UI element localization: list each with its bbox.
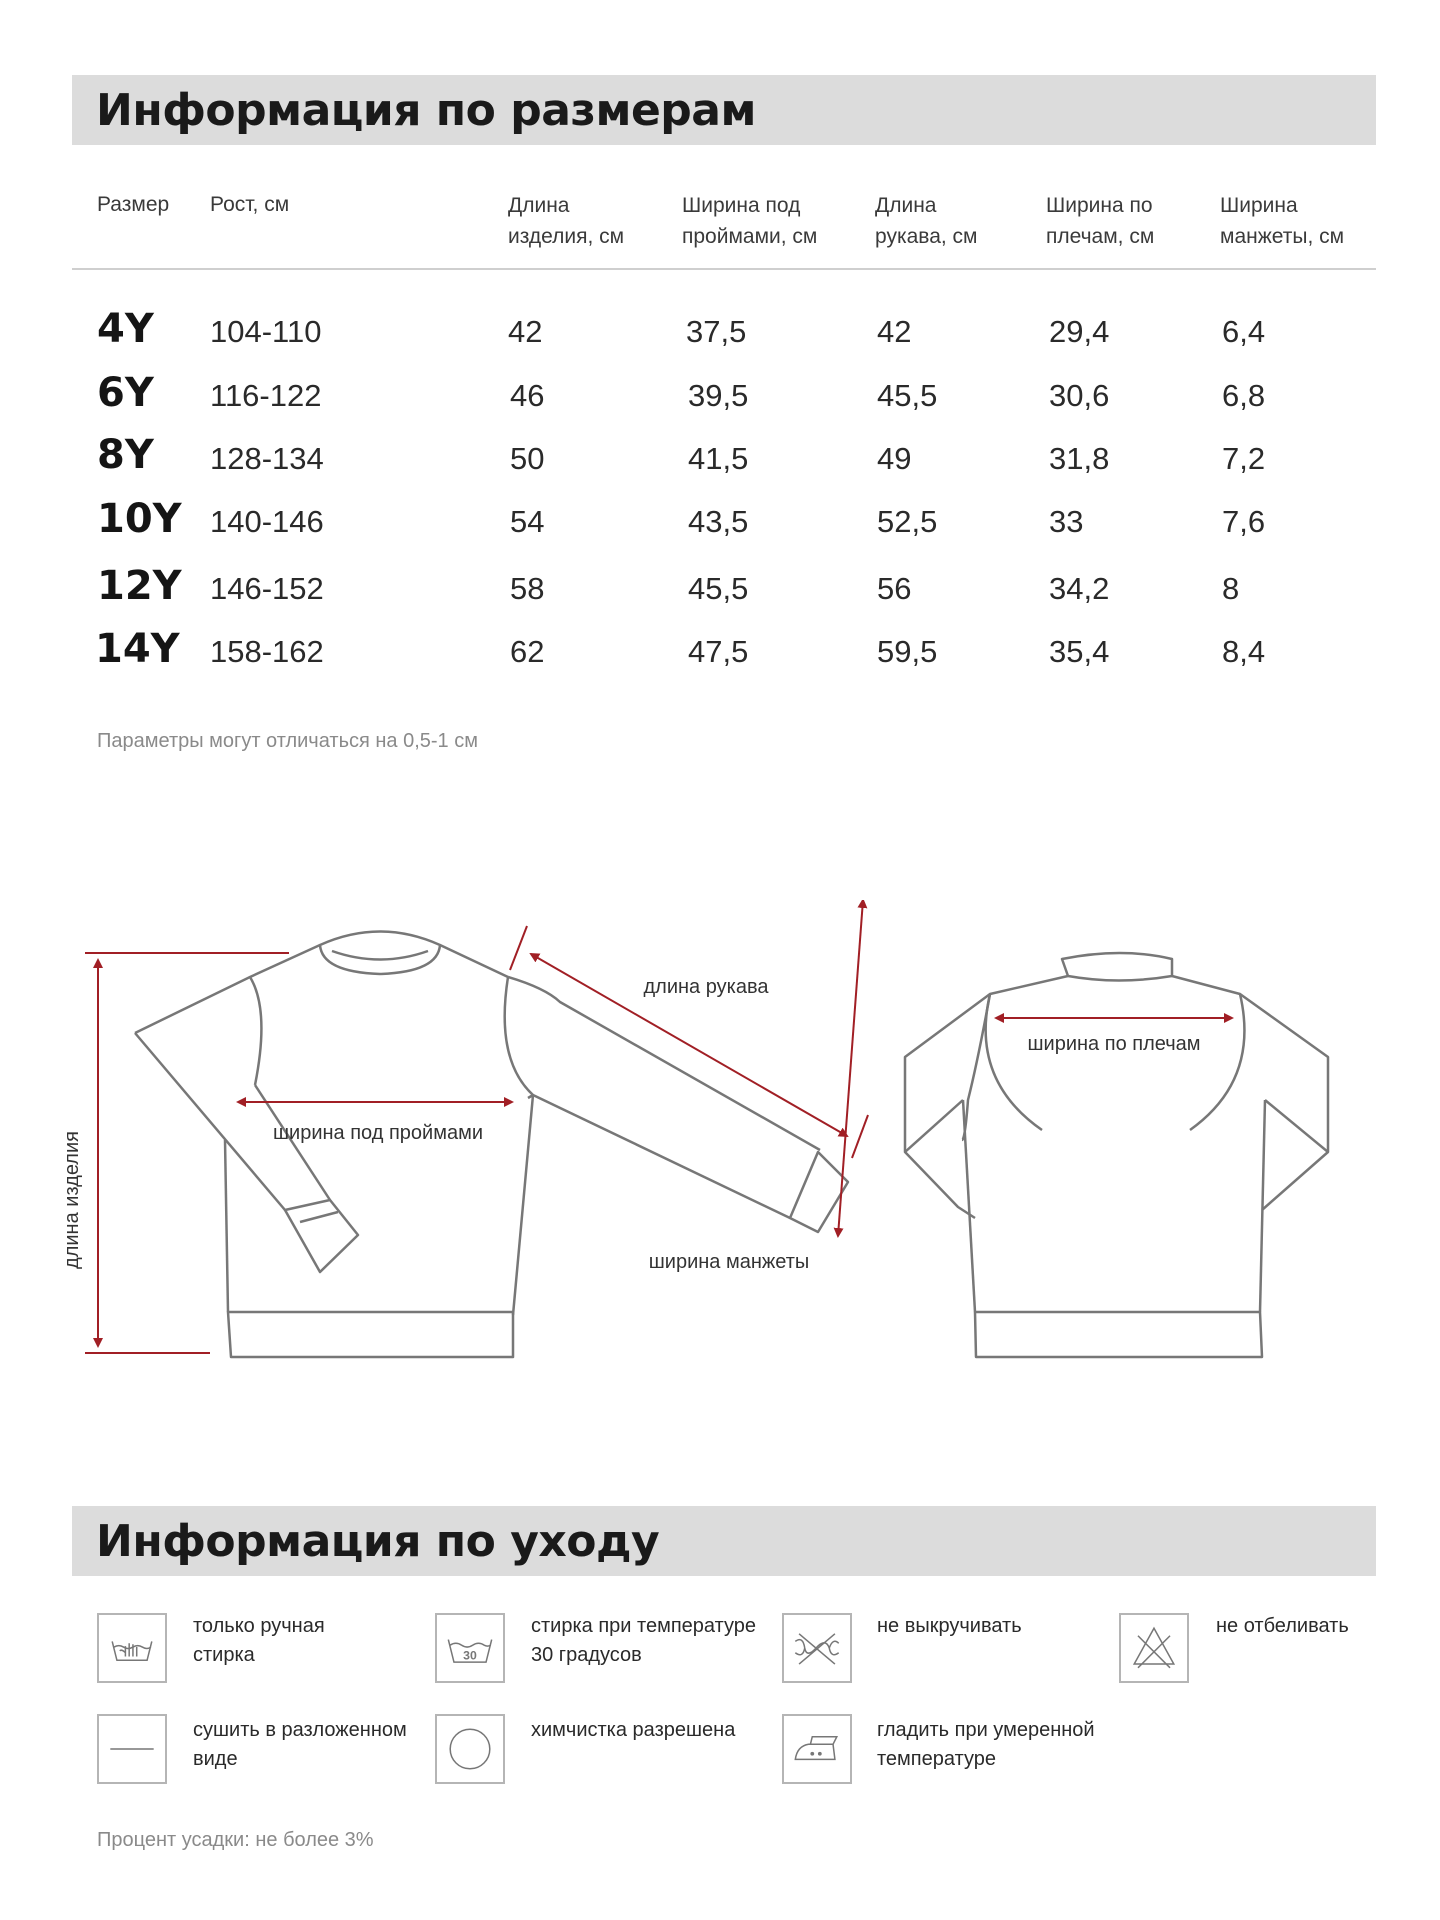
row-sleeve-length: 42	[877, 314, 912, 349]
row-cuff-width: 8,4	[1222, 634, 1266, 669]
do-not-wring-icon	[782, 1613, 852, 1683]
care-label-dry-flat: сушить в разложенном виде	[193, 1719, 407, 1770]
row-length: 54	[510, 504, 545, 539]
row-shoulder-width: 33	[1049, 504, 1084, 539]
row-chest-width: 43,5	[688, 504, 749, 539]
row-sleeve-length: 45,5	[877, 378, 938, 413]
back-sweatshirt-outline	[905, 953, 1328, 1357]
header-cuff-width: Ширина манжеты, см	[1220, 194, 1345, 248]
garment-diagram	[0, 900, 1440, 1380]
row-sleeve-length: 49	[877, 441, 912, 476]
cuff-width-measure	[838, 900, 863, 1236]
row-chest-width: 45,5	[688, 571, 749, 606]
row-cuff-width: 6,4	[1222, 314, 1266, 349]
row-cuff-width: 6,8	[1222, 378, 1266, 413]
row-sleeve-length: 52,5	[877, 504, 938, 539]
do-not-bleach-icon	[1119, 1613, 1189, 1683]
row-chest-width: 41,5	[688, 441, 749, 476]
sleeve-length-measure	[510, 926, 868, 1158]
row-size: 4Y	[97, 306, 154, 352]
row-height: 140-146	[210, 504, 324, 539]
iron-medium-icon	[782, 1714, 852, 1784]
row-shoulder-width: 30,6	[1049, 378, 1110, 413]
header-height: Рост, см	[210, 193, 290, 216]
length-label: длина изделия	[61, 1131, 83, 1269]
row-length: 42	[508, 314, 543, 349]
wash-30-icon	[435, 1613, 505, 1683]
row-length: 46	[510, 378, 545, 413]
header-length: Длина изделия, см	[508, 194, 625, 248]
header-size: Размер	[97, 193, 170, 216]
care-label-iron-medium: гладить при умеренной температуре	[877, 1719, 1095, 1770]
header-sleeve-length: Длина рукава, см	[875, 194, 978, 248]
row-cuff-width: 8	[1222, 571, 1240, 606]
header-chest-width: Ширина под проймами, см	[682, 194, 818, 248]
row-length: 58	[510, 571, 545, 606]
chest-width-label: ширина под проймами	[272, 1122, 484, 1144]
row-height: 158-162	[210, 634, 324, 669]
dry-flat-icon	[97, 1714, 167, 1784]
row-length: 50	[510, 441, 545, 476]
row-height: 128-134	[210, 441, 324, 476]
row-size: 12Y	[97, 563, 182, 609]
cuff-width-label: ширина манжеты	[648, 1251, 810, 1273]
row-height: 116-122	[210, 378, 322, 413]
care-label-hand-wash: только ручная стирка	[193, 1615, 325, 1666]
row-sleeve-length: 59,5	[877, 634, 938, 669]
row-length: 62	[510, 634, 545, 669]
care-label-do-not-bleach: не отбеливать	[1216, 1615, 1349, 1637]
header-divider	[72, 268, 1376, 270]
row-chest-width: 39,5	[688, 378, 749, 413]
wash-temp-text: 30	[463, 1648, 477, 1663]
length-measure	[85, 953, 289, 1353]
header-shoulder-width: Ширина по плечам, см	[1046, 194, 1155, 248]
shrinkage-note: Процент усадки: не более 3%	[97, 1829, 374, 1851]
dry-clean-icon	[435, 1714, 505, 1784]
care-label-do-not-wring: не выкручивать	[877, 1615, 1022, 1637]
row-height: 104-110	[210, 314, 322, 349]
row-shoulder-width: 31,8	[1049, 441, 1110, 476]
sizes-title-banner	[72, 75, 1376, 145]
row-chest-width: 37,5	[686, 314, 747, 349]
care-title: Информация по уходу	[96, 1516, 660, 1567]
row-cuff-width: 7,6	[1222, 504, 1266, 539]
row-chest-width: 47,5	[688, 634, 749, 669]
sleeve-length-label: длина рукава	[643, 976, 769, 998]
care-label-wash-30: стирка при температуре 30 градусов	[531, 1615, 756, 1666]
care-label-dry-clean: химчистка разрешена	[531, 1719, 736, 1741]
row-shoulder-width: 34,2	[1049, 571, 1110, 606]
size-note: Параметры могут отличаться на 0,5-1 см	[97, 730, 478, 752]
row-shoulder-width: 29,4	[1049, 314, 1110, 349]
row-size: 8Y	[97, 432, 154, 478]
row-height: 146-152	[210, 571, 324, 606]
care-title-banner	[72, 1506, 1376, 1576]
row-cuff-width: 7,2	[1222, 441, 1266, 476]
row-shoulder-width: 35,4	[1049, 634, 1110, 669]
row-size: 6Y	[97, 370, 154, 416]
sizes-title: Информация по размерам	[96, 85, 756, 136]
hand-wash-icon	[97, 1613, 167, 1683]
row-sleeve-length: 56	[877, 571, 912, 606]
row-size: 10Y	[97, 496, 182, 542]
row-size: 14Y	[95, 626, 180, 672]
shoulder-width-label: ширина по плечам	[1027, 1033, 1201, 1055]
